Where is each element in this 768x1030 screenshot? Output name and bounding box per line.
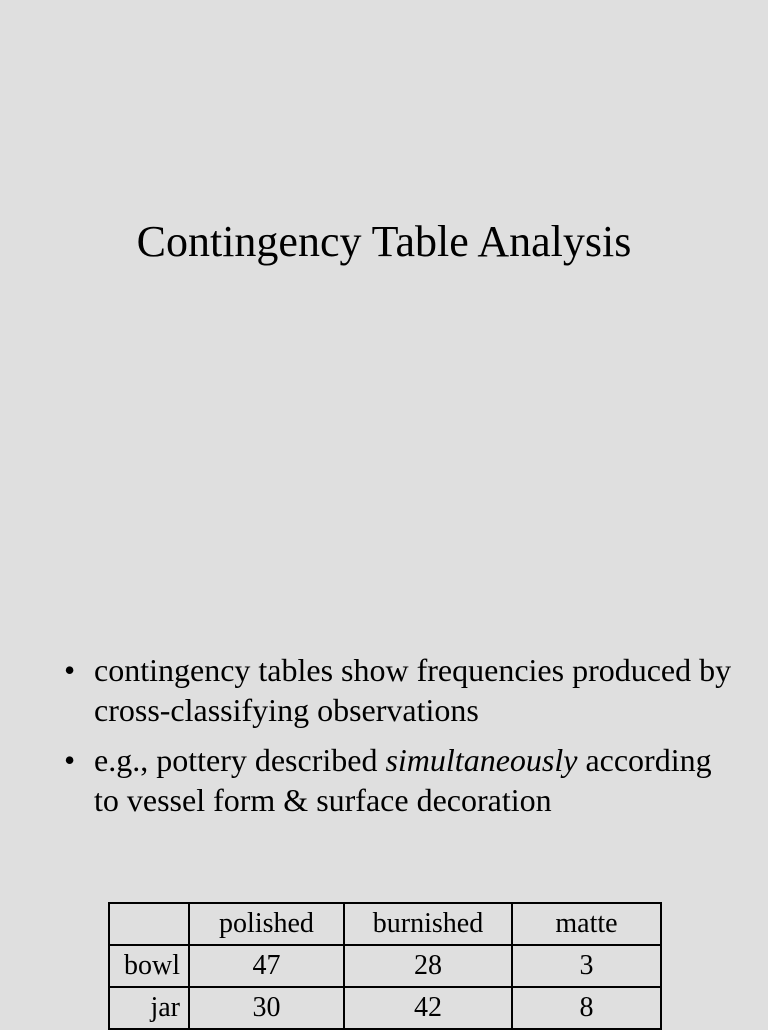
bullet-text-emphasis: simultaneously bbox=[385, 742, 578, 778]
table-cell: 8 bbox=[512, 987, 661, 1029]
bullet-text-start: e.g., pottery described bbox=[94, 742, 386, 778]
table-row bbox=[109, 987, 661, 1029]
table-header-row bbox=[109, 903, 661, 945]
column-header: polished bbox=[189, 903, 344, 945]
bullet-list bbox=[60, 650, 740, 830]
table-cell: 28 bbox=[344, 945, 512, 987]
bullet-text: contingency tables show frequencies produced by cross-classifying observations bbox=[94, 652, 732, 728]
table-corner-cell bbox=[109, 903, 189, 945]
table-cell: 30 bbox=[189, 987, 344, 1029]
table-cell: 3 bbox=[512, 945, 661, 987]
bullet-item bbox=[60, 650, 740, 730]
bullet-item bbox=[60, 740, 740, 820]
bullet-marker: • bbox=[64, 742, 76, 778]
column-header: matte bbox=[512, 903, 661, 945]
table-cell: 42 bbox=[344, 987, 512, 1029]
bullet-marker: • bbox=[64, 652, 76, 688]
row-header: bowl bbox=[109, 945, 189, 987]
table-cell: 47 bbox=[189, 945, 344, 987]
bullet-text-end: according to vessel form & surface decoration bbox=[94, 742, 712, 818]
table-row bbox=[109, 945, 661, 987]
bullet-text bbox=[94, 742, 712, 818]
column-header: burnished bbox=[344, 903, 512, 945]
row-header: jar bbox=[109, 987, 189, 1029]
slide-title: Contingency Table Analysis bbox=[136, 217, 632, 266]
contingency-table bbox=[108, 902, 662, 1030]
